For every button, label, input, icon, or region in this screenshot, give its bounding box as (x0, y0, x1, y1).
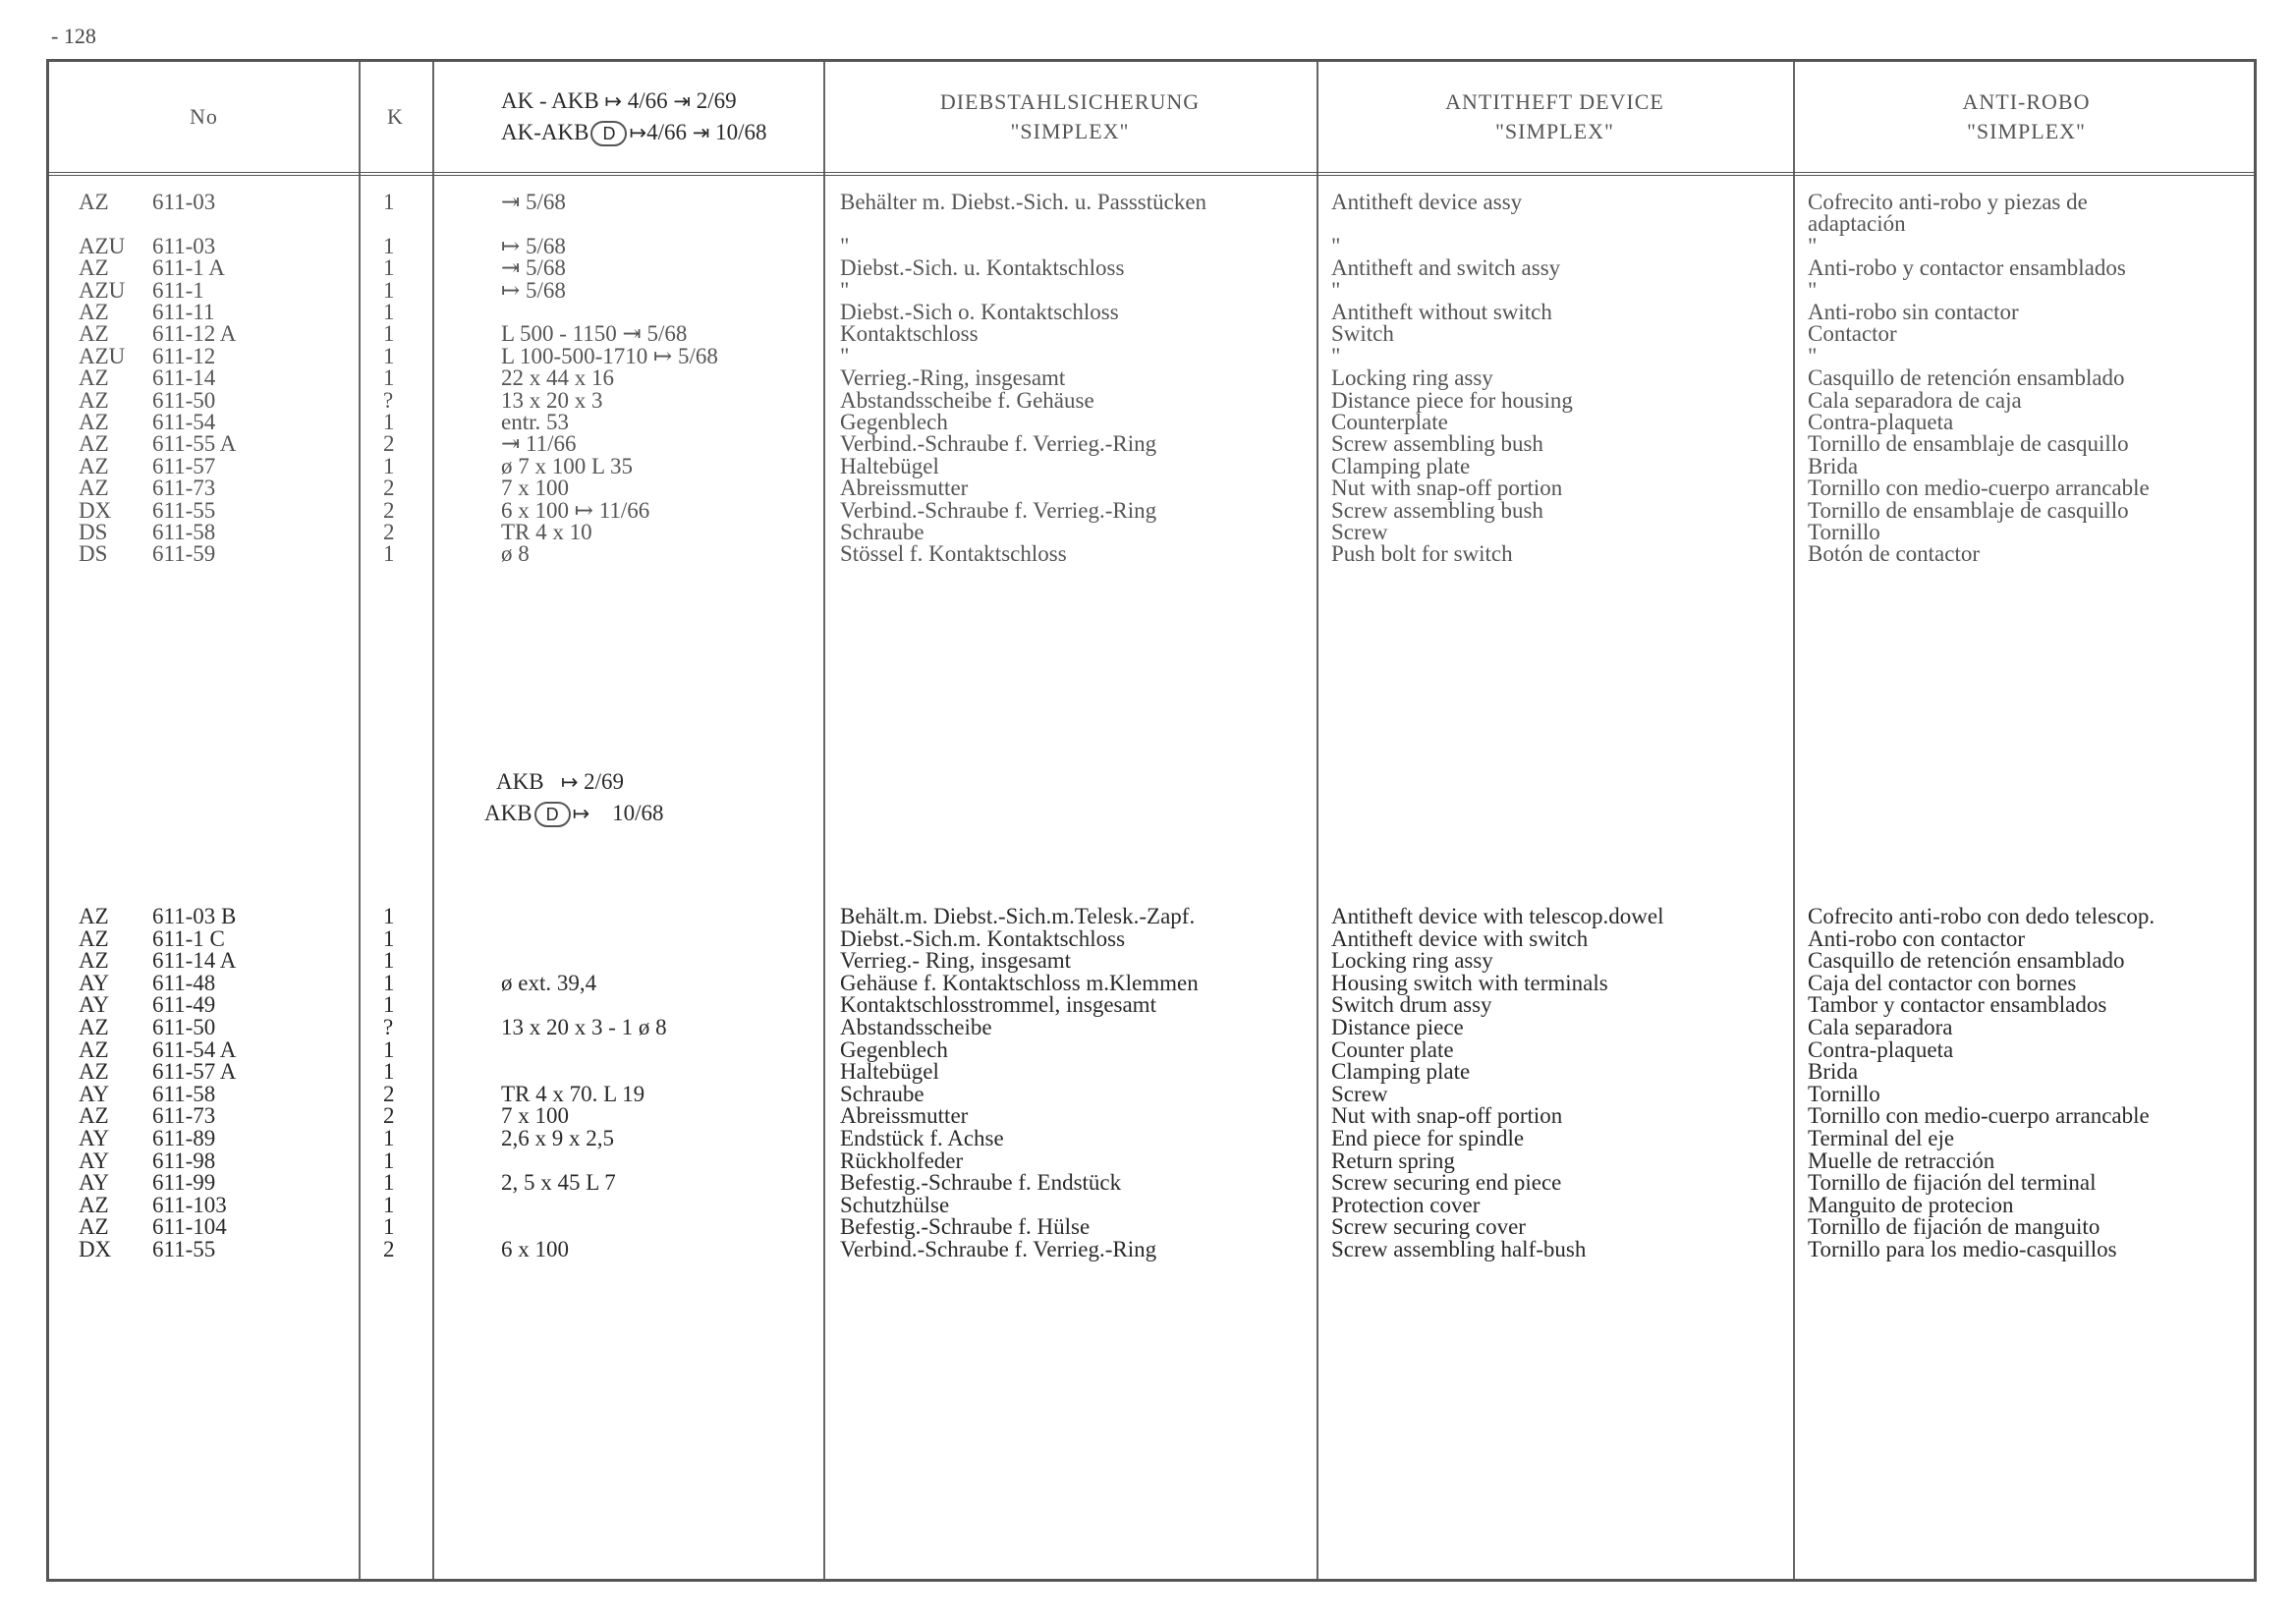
part-prefix: AZ (79, 453, 109, 478)
part-number: 611-1 (152, 277, 204, 303)
parts-table (46, 59, 2257, 1582)
quantity: 1 (383, 233, 395, 258)
part-prefix: AY (79, 1170, 110, 1196)
description-english: Antitheft device with telescop.dowel (1331, 904, 1664, 928)
quantity: 1 (383, 948, 395, 974)
mid-header-2: AKB D ↦ 10/68 (484, 801, 664, 825)
description-english: Screw securing end piece (1331, 1170, 1562, 1196)
part-prefix: AZ (79, 387, 109, 413)
description-spanish: Tornillo con medio-cuerpo arrancable (1808, 1103, 2150, 1129)
part-prefix: AZ (79, 1059, 109, 1085)
description-english: " (1331, 343, 1341, 368)
description-german: Behält.m. Diebst.-Sich.m.Telesk.-Zapf. (840, 904, 1196, 928)
quantity: 1 (383, 992, 395, 1018)
quantity: 1 (383, 255, 395, 281)
part-number: 611-58 (152, 1081, 216, 1106)
part-prefix: AZ (79, 255, 109, 281)
description-spanish: Casquillo de retención ensamblado (1808, 365, 2125, 391)
header-eff-line1: AK - AKB ↦ 4/66 ⇥ 2/69 (501, 88, 737, 113)
part-prefix: DX (79, 497, 112, 523)
part-prefix: DX (79, 1237, 112, 1261)
description-spanish: Brida (1808, 1059, 1859, 1085)
description-spanish: Tornillo (1808, 520, 1880, 544)
part-number: 611-57 A (152, 1059, 237, 1085)
until-arrow-icon: ⇥ (673, 89, 692, 113)
part-number: 611-54 (152, 410, 216, 434)
quantity: ? (383, 1015, 394, 1039)
description-english: Screw assembling half-bush (1331, 1237, 1587, 1261)
description-german: Verrieg.- Ring, insgesamt (840, 948, 1072, 974)
quantity: 1 (383, 190, 395, 214)
description-english: Antitheft without switch (1331, 300, 1552, 324)
part-number: 611-11 (152, 300, 215, 324)
description-german: Diebst.-Sich o. Kontaktschloss (840, 300, 1119, 324)
header-no: No (190, 104, 218, 129)
effectivity: ↦ 5/68 (501, 233, 566, 258)
effectivity: ⇥ 5/68 (501, 255, 566, 281)
description-spanish: Terminal del eje (1808, 1126, 1955, 1150)
part-number: 611-99 (152, 1170, 216, 1196)
part-number: 611-50 (152, 387, 216, 413)
effectivity: 13 x 20 x 3 (501, 387, 603, 413)
description-spanish: Tornillo de fijación del terminal (1808, 1170, 2097, 1196)
description-english: Counterplate (1331, 410, 1448, 434)
from-arrow-icon: ↦ (604, 89, 623, 113)
part-number: 611-98 (152, 1148, 216, 1173)
description-english: Switch drum assy (1331, 992, 1492, 1018)
description-english: Antitheft and switch assy (1331, 255, 1561, 281)
description-german: Haltebügel (840, 1059, 939, 1085)
description-german: Schutzhülse (840, 1192, 950, 1217)
quantity: 2 (383, 497, 395, 523)
table-body (49, 62, 2254, 1579)
description-german: Abreissmutter (840, 1103, 969, 1129)
description-german: " (840, 343, 850, 368)
description-english: End piece for spindle (1331, 1126, 1525, 1150)
effectivity: TR 4 x 10 (501, 520, 592, 544)
from-arrow-icon: ↦ (572, 802, 590, 825)
description-spanish: Anti-robo con contactor (1808, 925, 2025, 951)
description-german: Verbind.-Schraube f. Verrieg.-Ring (840, 1237, 1157, 1261)
effectivity: 6 x 100 (501, 1237, 569, 1261)
part-number: 611-103 (152, 1192, 227, 1217)
part-number: 611-104 (152, 1214, 227, 1240)
part-prefix: AZ (79, 410, 109, 434)
quantity: 2 (383, 476, 395, 501)
description-english: Locking ring assy (1331, 365, 1493, 391)
description-spanish: Tornillo con medio-cuerpo arrancable (1808, 476, 2150, 501)
part-number: 611-1 C (152, 925, 225, 951)
part-prefix: AZ (79, 925, 109, 951)
part-prefix: AZ (79, 1103, 109, 1129)
part-prefix: AZU (79, 233, 126, 258)
description-german: " (840, 277, 850, 303)
description-english: Screw securing cover (1331, 1214, 1526, 1240)
quantity: 1 (383, 343, 395, 368)
description-spanish: Caja del contactor con bornes (1808, 970, 2077, 995)
part-number: 611-12 (152, 343, 216, 368)
description-spanish: Anti-robo sin contactor (1808, 300, 2019, 324)
description-german: Diebst.-Sich. u. Kontaktschloss (840, 255, 1125, 281)
description-spanish: " (1808, 277, 1818, 303)
description-german: Gehäuse f. Kontaktschloss m.Klemmen (840, 970, 1199, 995)
quantity: 1 (383, 1036, 395, 1062)
description-english: " (1331, 277, 1341, 303)
part-number: 611-73 (152, 1103, 216, 1129)
quantity: 1 (383, 970, 395, 995)
description-spanish: Cala separadora (1808, 1015, 1953, 1039)
description-english: Return spring (1331, 1148, 1455, 1173)
header-english: ANTITHEFT DEVICE "SIMPLEX" (1445, 89, 1664, 143)
description-german: Verrieg.-Ring, insgesamt (840, 365, 1066, 391)
part-prefix: AZ (79, 1036, 109, 1062)
description-spanish: Casquillo de retención ensamblado (1808, 948, 2125, 974)
part-prefix: AZU (79, 277, 126, 303)
part-prefix: DS (79, 541, 108, 567)
part-number: 611-03 (152, 190, 216, 214)
part-prefix: AZU (79, 343, 126, 368)
quantity: 1 (383, 904, 395, 928)
description-german: Stössel f. Kontaktschloss (840, 541, 1067, 567)
description-spanish: adaptación (1808, 211, 1906, 237)
description-german: Schraube (840, 1081, 924, 1106)
description-spanish: Cofrecito anti-robo y piezas de (1808, 190, 2088, 214)
description-english: " (1331, 233, 1341, 258)
page-number: - 128 (51, 24, 96, 48)
description-german: Haltebügel (840, 453, 939, 478)
part-prefix: AZ (79, 321, 109, 347)
description-spanish: Contactor (1808, 321, 1897, 347)
description-german: Gegenblech (840, 410, 948, 434)
part-prefix: AZ (79, 365, 109, 391)
part-prefix: AY (79, 1148, 110, 1173)
description-german: Endstück f. Achse (840, 1126, 1004, 1150)
description-english: Switch (1331, 321, 1394, 347)
quantity: 1 (383, 365, 395, 391)
part-number: 611-73 (152, 476, 216, 501)
effectivity: entr. 53 (501, 410, 569, 434)
description-english: Antitheft device assy (1331, 190, 1523, 214)
description-spanish: Tornillo para los medio-casquillos (1808, 1237, 2117, 1261)
header-k: K (387, 104, 404, 129)
quantity: 2 (383, 1237, 395, 1261)
quantity: 1 (383, 321, 395, 347)
part-number: 611-14 A (152, 948, 237, 974)
description-german: Schraube (840, 520, 924, 544)
description-english: Screw (1331, 520, 1388, 544)
description-german: Abstandsscheibe (840, 1015, 992, 1039)
effectivity: L 500 - 1150 ⇥ 5/68 (501, 321, 688, 347)
part-number: 611-57 (152, 453, 216, 478)
part-prefix: AZ (79, 431, 109, 457)
part-number: 611-49 (152, 992, 216, 1018)
effectivity: 6 x 100 ↦ 11/66 (501, 497, 650, 523)
description-german: Abstandsscheibe f. Gehäuse (840, 387, 1094, 413)
description-english: Antitheft device with switch (1331, 925, 1589, 951)
part-number: 611-54 A (152, 1036, 237, 1062)
part-number: 611-48 (152, 970, 216, 995)
part-number: 611-50 (152, 1015, 216, 1039)
part-prefix: AZ (79, 300, 109, 324)
description-german: Diebst.-Sich.m. Kontaktschloss (840, 925, 1126, 951)
description-german: Verbind.-Schraube f. Verrieg.-Ring (840, 497, 1157, 523)
quantity: 1 (383, 410, 395, 434)
header-spanish: ANTI-ROBO "SIMPLEX" (1962, 89, 2091, 143)
quantity: 1 (383, 1148, 395, 1173)
description-english: Locking ring assy (1331, 948, 1493, 974)
description-english: Housing switch with terminals (1331, 970, 1608, 995)
description-english: Counter plate (1331, 1036, 1454, 1062)
effectivity: ø 7 x 100 L 35 (501, 453, 633, 478)
description-spanish: " (1808, 343, 1818, 368)
quantity: 1 (383, 541, 395, 567)
part-number: 611-58 (152, 520, 216, 544)
description-english: Nut with snap-off portion (1331, 1103, 1563, 1129)
header-eff-line2: AK-AKB D ↦4/66 ⇥ 10/68 (501, 120, 767, 144)
part-prefix: AZ (79, 190, 109, 214)
mid-header-row-2 (49, 799, 2254, 828)
quantity: 1 (383, 1126, 395, 1150)
mid-header-1: AKB ↦ 2/69 (496, 769, 625, 794)
description-spanish: Tornillo de ensamblaje de casquillo (1808, 497, 2129, 523)
description-spanish: Tambor y contactor ensamblados (1808, 992, 2107, 1018)
effectivity: ⇥ 5/68 (501, 190, 566, 214)
part-prefix: AY (79, 992, 110, 1018)
part-number: 611-12 A (152, 321, 237, 347)
part-prefix: AZ (79, 948, 109, 974)
description-german: Kontaktschlosstrommel, insgesamt (840, 992, 1156, 1018)
description-spanish: Manguito de protecion (1808, 1192, 2014, 1217)
quantity: 2 (383, 1081, 395, 1106)
description-spanish: Cofrecito anti-robo con dedo telescop. (1808, 904, 2156, 928)
effectivity: ↦ 5/68 (501, 277, 566, 303)
description-spanish: Tornillo (1808, 1081, 1880, 1106)
description-spanish: Cala separadora de caja (1808, 387, 2022, 413)
effectivity: ø 8 (501, 541, 530, 567)
description-english: Push bolt for switch (1331, 541, 1513, 567)
country-d-badge: D (590, 121, 627, 146)
part-number: 611-89 (152, 1126, 216, 1150)
description-spanish: Brida (1808, 453, 1859, 478)
quantity: 1 (383, 277, 395, 303)
description-english: Screw assembling bush (1331, 497, 1543, 523)
header-german: DIEBSTAHLSICHERUNG "SIMPLEX" (939, 89, 1201, 143)
part-number: 611-14 (152, 365, 216, 391)
description-german: Rückholfeder (840, 1148, 964, 1173)
quantity: 2 (383, 1103, 395, 1129)
quantity: 1 (383, 1214, 395, 1240)
part-prefix: AZ (79, 1192, 109, 1217)
table-row (49, 539, 2254, 569)
part-number: 611-03 (152, 233, 216, 258)
effectivity: 2, 5 x 45 L 7 (501, 1170, 616, 1196)
description-german: Gegenblech (840, 1036, 948, 1062)
part-number: 611-55 A (152, 431, 237, 457)
table-row (49, 1235, 2254, 1264)
part-prefix: AZ (79, 1015, 109, 1039)
description-german: Befestig.-Schraube f. Endstück (840, 1170, 1122, 1196)
description-german: Abreissmutter (840, 476, 969, 501)
country-d-badge: D (534, 802, 571, 827)
description-spanish: Contra-plaqueta (1808, 1036, 1954, 1062)
quantity: 1 (383, 1192, 395, 1217)
description-english: Nut with snap-off portion (1331, 476, 1563, 501)
from-arrow-icon: ↦ (629, 121, 647, 144)
description-english: Protection cover (1331, 1192, 1481, 1217)
effectivity: 7 x 100 (501, 1103, 569, 1129)
part-number: 611-59 (152, 541, 216, 567)
part-prefix: AY (79, 1081, 110, 1106)
quantity: 2 (383, 431, 395, 457)
description-spanish: Tornillo de ensamblaje de casquillo (1808, 431, 2129, 457)
description-english: Screw assembling bush (1331, 431, 1543, 457)
part-prefix: AZ (79, 904, 109, 928)
description-english: Screw (1331, 1081, 1388, 1106)
part-prefix: AY (79, 1126, 110, 1150)
description-german: Befestig.-Schraube f. Hülse (840, 1214, 1091, 1240)
description-english: Distance piece for housing (1331, 387, 1573, 413)
description-german: Verbind.-Schraube f. Verrieg.-Ring (840, 431, 1157, 457)
effectivity: TR 4 x 70. L 19 (501, 1081, 645, 1106)
from-arrow-icon: ↦ (560, 770, 579, 794)
part-number: 611-1 A (152, 255, 225, 281)
effectivity: 13 x 20 x 3 - 1 ø 8 (501, 1015, 667, 1039)
quantity: 1 (383, 453, 395, 478)
description-spanish: Muelle de retracción (1808, 1148, 1995, 1173)
description-german: Kontaktschloss (840, 321, 979, 347)
description-german: " (840, 233, 850, 258)
description-spanish: Anti-robo y contactor ensamblados (1808, 255, 2126, 281)
description-spanish: Botón de contactor (1808, 541, 1981, 567)
effectivity: 2,6 x 9 x 2,5 (501, 1126, 614, 1150)
effectivity: 7 x 100 (501, 476, 569, 501)
description-german: Behälter m. Diebst.-Sich. u. Passstücken (840, 190, 1207, 214)
part-number: 611-55 (152, 1237, 216, 1261)
description-spanish: " (1808, 233, 1818, 258)
part-number: 611-55 (152, 497, 216, 523)
effectivity: ø ext. 39,4 (501, 970, 597, 995)
quantity: 2 (383, 520, 395, 544)
effectivity: L 100-500-1710 ↦ 5/68 (501, 343, 718, 368)
effectivity: ⇥ 11/66 (501, 431, 577, 457)
part-prefix: AY (79, 970, 110, 995)
part-prefix: AZ (79, 1214, 109, 1240)
part-prefix: AZ (79, 476, 109, 501)
quantity: 1 (383, 300, 395, 324)
description-spanish: Tornillo de fijación de manguito (1808, 1214, 2100, 1240)
quantity: 1 (383, 925, 395, 951)
effectivity: 22 x 44 x 16 (501, 365, 614, 391)
mid-header-row-1 (49, 767, 2254, 797)
description-english: Clamping plate (1331, 1059, 1471, 1085)
until-arrow-icon: ⇥ (692, 121, 710, 144)
quantity: ? (383, 387, 394, 413)
quantity: 1 (383, 1170, 395, 1196)
description-spanish: Contra-plaqueta (1808, 410, 1954, 434)
quantity: 1 (383, 1059, 395, 1085)
description-english: Distance piece (1331, 1015, 1464, 1039)
description-english: Clamping plate (1331, 453, 1471, 478)
part-number: 611-03 B (152, 904, 237, 928)
part-prefix: DS (79, 520, 108, 544)
